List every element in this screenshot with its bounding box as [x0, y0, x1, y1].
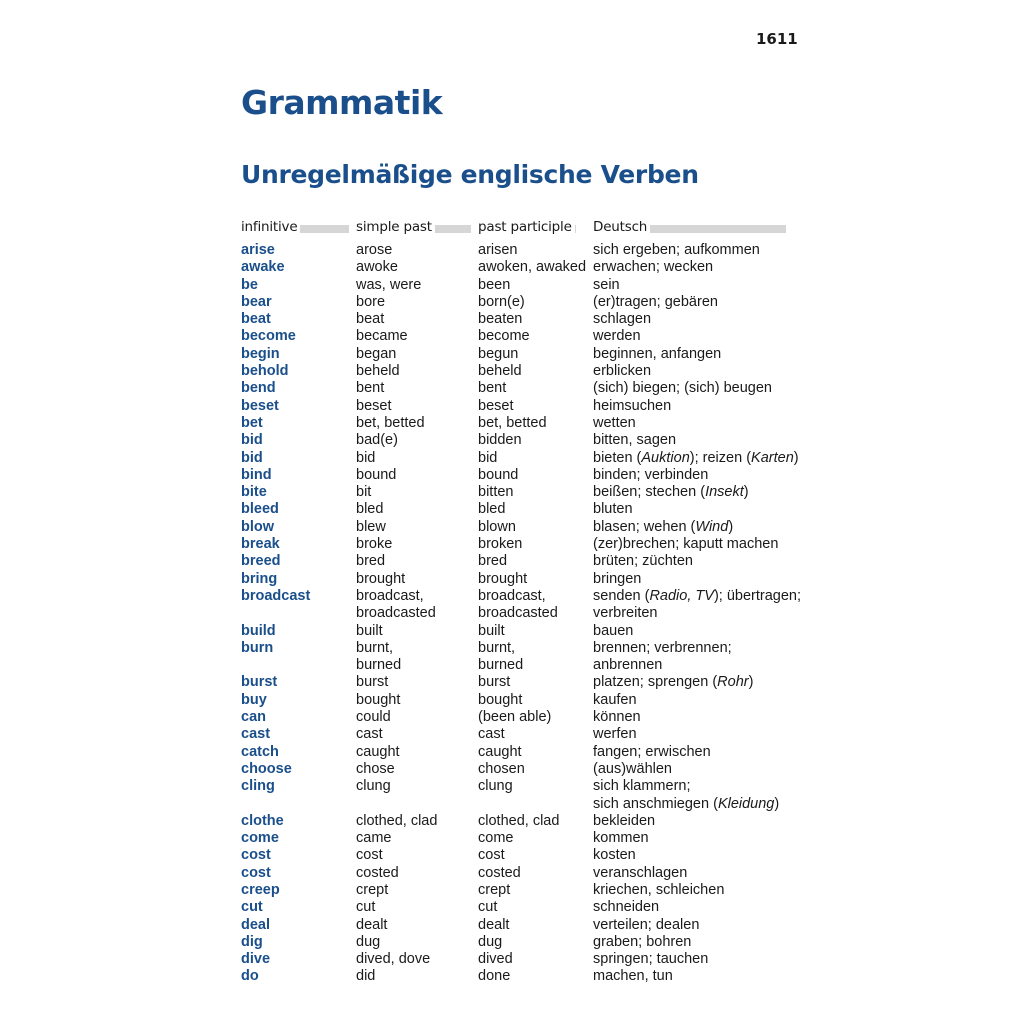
past-participle-cell: clung: [478, 778, 513, 795]
german-meaning-cell: werfen: [593, 726, 637, 743]
german-meaning-cell: binden; verbinden: [593, 466, 709, 483]
infinitive-cell: dig: [241, 933, 263, 950]
table-row: [241, 415, 801, 432]
past-participle-cell: cast: [478, 726, 505, 743]
past-participle-cell: born(e): [478, 293, 525, 310]
infinitive-cell: cut: [241, 899, 263, 916]
simple-past-cell: awoke: [356, 259, 398, 276]
german-meaning-cell: bluten: [593, 501, 633, 518]
past-participle-cell: costed: [478, 864, 521, 881]
german-meaning-cell: (zer)brechen; kaputt machen: [593, 536, 779, 553]
german-meaning-cell: bekleiden: [593, 812, 656, 829]
past-participle-cell: crept: [478, 881, 511, 898]
german-meaning-cell: heimsuchen: [593, 397, 672, 414]
table-row: [241, 380, 801, 397]
german-meaning-cell: springen; tauchen: [593, 951, 709, 968]
german-meaning-cell: schlagen: [593, 311, 652, 328]
simple-past-cell: clothed, clad: [356, 812, 438, 829]
german-meaning-cell: kaufen: [593, 691, 637, 708]
past-participle-cell: beheld: [478, 363, 522, 380]
infinitive-cell: clothe: [241, 812, 284, 829]
simple-past-cell: dealt: [356, 916, 388, 933]
header-simple-past: [356, 218, 471, 236]
german-meaning-cell: kommen: [593, 830, 649, 847]
header-infinitive-label: infinitive: [241, 219, 300, 235]
german-meaning-cell: werden: [593, 328, 641, 345]
infinitive-cell: cling: [241, 778, 275, 795]
german-meaning-cell: sein: [593, 276, 620, 293]
table-row: [241, 277, 801, 294]
table-row: [241, 450, 801, 467]
verb-table: [241, 242, 801, 986]
table-row: [241, 536, 801, 553]
table-row: [241, 484, 801, 501]
infinitive-cell: be: [241, 276, 258, 293]
infinitive-cell: dive: [241, 951, 271, 968]
past-participle-cell: dug: [478, 933, 503, 950]
past-participle-cell: broken: [478, 536, 523, 553]
german-meaning-cell: schneiden: [593, 899, 660, 916]
infinitive-cell: bite: [241, 484, 267, 501]
simple-past-cell: began: [356, 345, 397, 362]
table-row: [241, 692, 801, 709]
simple-past-cell: beheld: [356, 363, 400, 380]
past-participle-cell: (been able): [478, 709, 552, 726]
header-simple-past-label: simple past: [356, 219, 435, 235]
simple-past-cell: bet, betted: [356, 414, 425, 431]
table-header: [241, 218, 786, 236]
past-participle-cell: bet, betted: [478, 414, 547, 431]
simple-past-cell: bound: [356, 466, 397, 483]
past-participle-cell: beset: [478, 397, 514, 414]
infinitive-cell: bend: [241, 380, 276, 397]
infinitive-cell: beat: [241, 311, 271, 328]
german-meaning-cell: beißen; stechen (Insekt): [593, 484, 749, 501]
table-row: [241, 709, 801, 726]
german-meaning-cell: sich klammern; sich anschmiegen (Kleidung): [593, 778, 780, 812]
past-participle-cell: beaten: [478, 311, 523, 328]
infinitive-cell: bear: [241, 293, 272, 310]
simple-past-cell: dug: [356, 933, 381, 950]
german-meaning-cell: verteilen; dealen: [593, 916, 700, 933]
past-participle-cell: bid: [478, 449, 498, 466]
infinitive-cell: break: [241, 536, 280, 553]
german-meaning-cell: senden (Radio, TV); übertragen; verbreiten: [593, 587, 802, 622]
infinitive-cell: burn: [241, 639, 274, 656]
table-row: [241, 519, 801, 536]
header-deutsch-label: Deutsch: [593, 219, 650, 235]
header-rule: [575, 225, 576, 233]
german-meaning-cell: platzen; sprengen (Rohr): [593, 674, 754, 691]
simple-past-cell: burst: [356, 674, 389, 691]
past-participle-cell: come: [478, 830, 514, 847]
simple-past-cell: caught: [356, 743, 400, 760]
infinitive-cell: come: [241, 830, 279, 847]
past-participle-cell: caught: [478, 743, 522, 760]
simple-past-cell: broke: [356, 536, 393, 553]
simple-past-cell: burnt, burned: [356, 639, 402, 674]
simple-past-cell: did: [356, 968, 376, 985]
german-meaning-cell: sich ergeben; aufkommen: [593, 242, 760, 258]
infinitive-cell: bid: [241, 449, 263, 466]
table-row: [241, 346, 801, 363]
simple-past-cell: crept: [356, 881, 389, 898]
infinitive-cell: bleed: [241, 501, 279, 518]
past-participle-cell: chosen: [478, 760, 525, 777]
simple-past-cell: became: [356, 328, 408, 345]
past-participle-cell: blown: [478, 518, 516, 535]
german-meaning-cell: kosten: [593, 847, 636, 864]
past-participle-cell: broadcast, broadcasted: [478, 587, 558, 622]
header-rule: [650, 225, 786, 233]
infinitive-cell: begin: [241, 345, 280, 362]
table-row: [241, 553, 801, 570]
german-meaning-cell: kriechen, schleichen: [593, 881, 725, 898]
past-participle-cell: cut: [478, 899, 498, 916]
simple-past-cell: bore: [356, 293, 386, 310]
past-participle-cell: bitten: [478, 484, 514, 501]
table-row: [241, 726, 801, 743]
german-meaning-cell: beginnen, anfangen: [593, 345, 722, 362]
past-participle-cell: been: [478, 276, 511, 293]
simple-past-cell: bent: [356, 380, 385, 397]
infinitive-cell: can: [241, 709, 266, 726]
table-row: [241, 328, 801, 345]
past-participle-cell: brought: [478, 570, 528, 587]
german-meaning-cell: erwachen; wecken: [593, 259, 714, 276]
page-title: Grammatik: [241, 83, 443, 122]
past-participle-cell: become: [478, 328, 530, 345]
header-rule: [435, 225, 471, 233]
table-row: [241, 917, 801, 934]
header-infinitive: [241, 218, 349, 236]
past-participle-cell: awoken, awaked: [478, 259, 587, 276]
simple-past-cell: clung: [356, 778, 391, 795]
german-meaning-cell: erblicken: [593, 363, 652, 380]
simple-past-cell: beset: [356, 397, 392, 414]
simple-past-cell: bled: [356, 501, 384, 518]
simple-past-cell: could: [356, 709, 391, 726]
simple-past-cell: built: [356, 622, 383, 639]
german-meaning-cell: bieten (Auktion); reizen (Karten): [593, 449, 799, 466]
infinitive-cell: beset: [241, 397, 279, 414]
header-deutsch: [593, 218, 786, 236]
table-row: [241, 588, 801, 623]
german-meaning-cell: brennen; verbrennen; anbrennen: [593, 639, 732, 674]
past-participle-cell: burst: [478, 674, 511, 691]
infinitive-cell: bring: [241, 570, 278, 587]
table-row: [241, 363, 801, 380]
past-participle-cell: bled: [478, 501, 506, 518]
infinitive-cell: arise: [241, 242, 275, 258]
table-row: [241, 623, 801, 640]
table-row: [241, 432, 801, 449]
german-meaning-cell: brüten; züchten: [593, 553, 693, 570]
table-row: [241, 968, 801, 985]
simple-past-cell: bit: [356, 484, 372, 501]
table-row: [241, 951, 801, 968]
past-participle-cell: done: [478, 968, 511, 985]
table-row: [241, 813, 801, 830]
table-row: [241, 311, 801, 328]
infinitive-cell: awake: [241, 259, 285, 276]
german-meaning-cell: (er)tragen; gebären: [593, 293, 718, 310]
infinitive-cell: behold: [241, 363, 289, 380]
table-row: [241, 934, 801, 951]
infinitive-cell: buy: [241, 691, 267, 708]
section-subtitle: Unregelmäßige englische Verben: [241, 160, 699, 189]
table-row: [241, 744, 801, 761]
infinitive-cell: bid: [241, 432, 263, 449]
past-participle-cell: dealt: [478, 916, 510, 933]
table-row: [241, 242, 801, 259]
table-row: [241, 778, 801, 813]
german-meaning-cell: können: [593, 709, 641, 726]
header-past-participle-label: past participle: [478, 219, 575, 235]
simple-past-cell: was, were: [356, 276, 422, 293]
simple-past-cell: chose: [356, 760, 395, 777]
past-participle-cell: bought: [478, 691, 523, 708]
german-meaning-cell: graben; bohren: [593, 933, 692, 950]
past-participle-cell: cost: [478, 847, 505, 864]
german-meaning-cell: bauen: [593, 622, 634, 639]
german-meaning-cell: veranschlagen: [593, 864, 688, 881]
past-participle-cell: begun: [478, 345, 519, 362]
table-row: [241, 571, 801, 588]
table-row: [241, 761, 801, 778]
past-participle-cell: built: [478, 622, 505, 639]
table-row: [241, 899, 801, 916]
page-number: 1611: [756, 30, 798, 48]
past-participle-cell: dived: [478, 951, 513, 968]
past-participle-cell: burnt, burned: [478, 639, 524, 674]
infinitive-cell: become: [241, 328, 296, 345]
infinitive-cell: cost: [241, 864, 271, 881]
infinitive-cell: deal: [241, 916, 271, 933]
infinitive-cell: cost: [241, 847, 271, 864]
infinitive-cell: catch: [241, 743, 279, 760]
german-meaning-cell: bitten, sagen: [593, 432, 677, 449]
past-participle-cell: bred: [478, 553, 508, 570]
simple-past-cell: beat: [356, 311, 385, 328]
table-row: [241, 640, 801, 675]
simple-past-cell: cut: [356, 899, 376, 916]
german-meaning-cell: blasen; wehen (Wind): [593, 518, 734, 535]
simple-past-cell: broadcast, broadcasted: [356, 587, 436, 622]
infinitive-cell: creep: [241, 881, 280, 898]
simple-past-cell: came: [356, 830, 392, 847]
simple-past-cell: bred: [356, 553, 386, 570]
past-participle-cell: arisen: [478, 242, 518, 258]
table-row: [241, 259, 801, 276]
table-row: [241, 865, 801, 882]
infinitive-cell: build: [241, 622, 276, 639]
past-participle-cell: bound: [478, 466, 519, 483]
infinitive-cell: bet: [241, 414, 263, 431]
table-row: [241, 467, 801, 484]
infinitive-cell: cast: [241, 726, 271, 743]
simple-past-cell: dived, dove: [356, 951, 431, 968]
infinitive-cell: breed: [241, 553, 281, 570]
german-meaning-cell: wetten: [593, 414, 636, 431]
infinitive-cell: choose: [241, 760, 292, 777]
past-participle-cell: bidden: [478, 432, 522, 449]
table-row: [241, 830, 801, 847]
header-rule: [300, 225, 349, 233]
simple-past-cell: bid: [356, 449, 376, 466]
header-past-participle: [478, 218, 576, 236]
simple-past-cell: bad(e): [356, 432, 398, 449]
table-row: [241, 674, 801, 691]
infinitive-cell: bind: [241, 466, 272, 483]
simple-past-cell: bought: [356, 691, 401, 708]
table-row: [241, 398, 801, 415]
infinitive-cell: do: [241, 968, 259, 985]
german-meaning-cell: bringen: [593, 570, 642, 587]
infinitive-cell: broadcast: [241, 587, 311, 604]
past-participle-cell: bent: [478, 380, 507, 397]
simple-past-cell: brought: [356, 570, 406, 587]
table-row: [241, 847, 801, 864]
simple-past-cell: costed: [356, 864, 399, 881]
german-meaning-cell: machen, tun: [593, 968, 673, 985]
simple-past-cell: blew: [356, 518, 386, 535]
german-meaning-cell: (sich) biegen; (sich) beugen: [593, 380, 772, 397]
table-row: [241, 501, 801, 518]
past-participle-cell: clothed, clad: [478, 812, 560, 829]
simple-past-cell: arose: [356, 242, 393, 258]
german-meaning-cell: (aus)wählen: [593, 760, 672, 777]
simple-past-cell: cost: [356, 847, 383, 864]
table-row: [241, 294, 801, 311]
infinitive-cell: burst: [241, 674, 278, 691]
german-meaning-cell: fangen; erwischen: [593, 743, 711, 760]
table-row: [241, 882, 801, 899]
simple-past-cell: cast: [356, 726, 383, 743]
infinitive-cell: blow: [241, 518, 275, 535]
